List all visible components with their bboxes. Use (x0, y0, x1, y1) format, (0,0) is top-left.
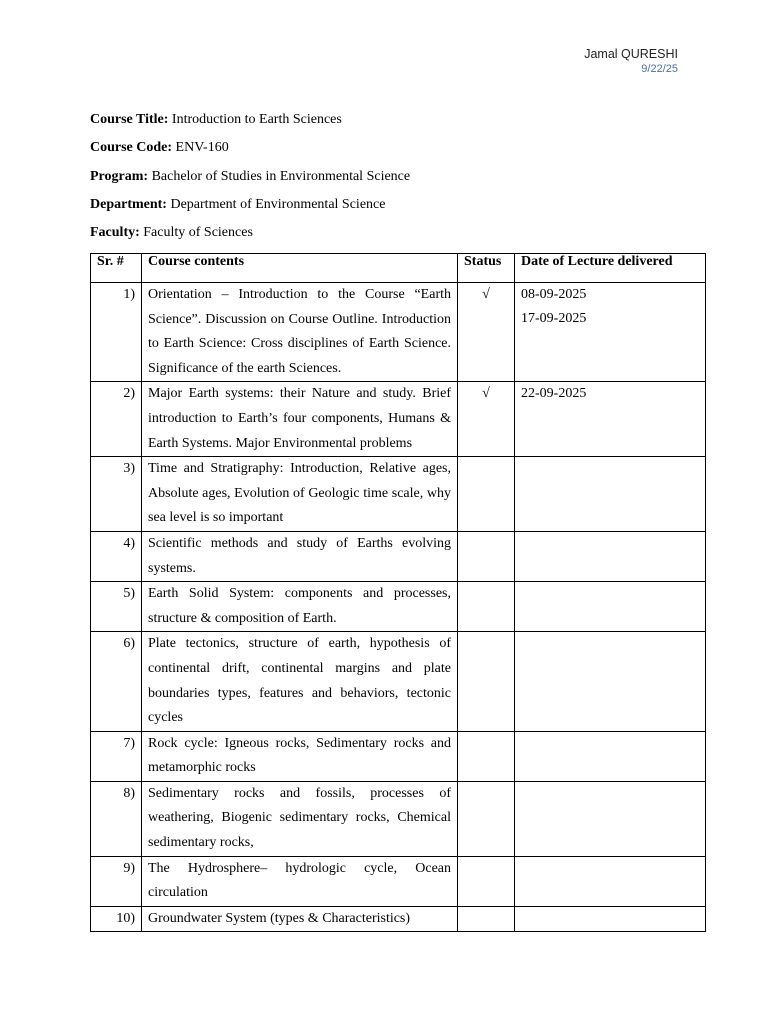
row-dates (515, 457, 706, 532)
row-dates (515, 906, 706, 932)
row-number: 6) (91, 632, 142, 731)
table-row (91, 731, 706, 781)
row-dates (515, 283, 706, 382)
table-row (91, 781, 706, 856)
header-date: 9/22/25 (641, 63, 678, 75)
row-content: Major Earth systems: their Nature and study. Brief introduction to Earth’s four components, Humans & Earth Systems. Major Environmental problems (142, 382, 458, 457)
lecture-date: 08-09-2025 (521, 287, 587, 302)
lecture-date: 22-09-2025 (521, 386, 587, 402)
table-row (91, 283, 706, 382)
row-number: 1) (91, 283, 142, 382)
row-status (458, 457, 515, 532)
row-number: 4) (91, 531, 142, 581)
row-content: Time and Stratigraphy: Introduction, Relative ages, Absolute ages, Evolution of Geologic time scale, why sea level is so important (142, 457, 458, 532)
faculty-line (90, 223, 706, 251)
row-number: 2) (91, 382, 142, 457)
row-status (458, 781, 515, 856)
row-number: 8) (91, 781, 142, 856)
table-row (91, 856, 706, 906)
table-row (91, 382, 706, 457)
row-dates (515, 856, 706, 906)
row-dates (515, 582, 706, 632)
row-status (458, 632, 515, 731)
table-row (91, 632, 706, 731)
course-code-line (90, 138, 706, 166)
row-number: 9) (91, 856, 142, 906)
header-date-delivered: Date of Lecture delivered (515, 254, 706, 283)
row-dates (515, 731, 706, 781)
program-label: Program: (90, 168, 149, 184)
row-status (458, 731, 515, 781)
program-line (90, 167, 706, 195)
document-header (584, 46, 678, 76)
faculty-label: Faculty: (90, 225, 140, 241)
course-code-label: Course Code: (90, 140, 173, 156)
course-code-value: ENV-160 (175, 140, 229, 156)
department-value: Department of Environmental Science (170, 196, 386, 212)
row-content: Groundwater System (types & Characteristics) (142, 906, 458, 932)
course-title-label: Course Title: (90, 112, 169, 127)
lecture-date: 17-09-2025 (521, 311, 587, 326)
row-status (458, 856, 515, 906)
row-number: 7) (91, 731, 142, 781)
row-content: Sedimentary rocks and fossils, processes of weathering, Biogenic sedimentary rocks, Chemical sedimentary rocks, (142, 781, 458, 856)
row-content: Orientation – Introduction to the Course “Earth Science”. Discussion on Course Outline. Introduction to Earth Science: Cross disciplines of Earth Science. Significance of the earth Sciences. (142, 283, 458, 382)
row-status (458, 582, 515, 632)
row-status: √ (458, 283, 515, 382)
row-content: The Hydrosphere– hydrologic cycle, Ocean circulation (142, 856, 458, 906)
row-content: Scientific methods and study of Earths evolving systems. (142, 531, 458, 581)
row-content: Earth Solid System: components and processes, structure & composition of Earth. (142, 582, 458, 632)
table-row (91, 582, 706, 632)
course-info (90, 110, 706, 251)
row-dates (515, 632, 706, 731)
row-number: 3) (91, 457, 142, 532)
row-content: Plate tectonics, structure of earth, hypothesis of continental drift, continental margins and plate boundaries types, features and behaviors, tectonic cycles (142, 632, 458, 731)
row-dates (515, 382, 706, 457)
table-row (91, 531, 706, 581)
program-value: Bachelor of Studies in Environmental Science (151, 168, 411, 184)
header-contents: Course contents (142, 254, 458, 283)
course-title-value: Introduction to Earth Sciences (171, 112, 342, 127)
row-status (458, 531, 515, 581)
department-label: Department: (90, 196, 167, 212)
row-number: 5) (91, 582, 142, 632)
row-status: √ (458, 382, 515, 457)
table-header-row (91, 254, 706, 283)
table-row (91, 457, 706, 532)
table-row (91, 906, 706, 932)
row-number: 10) (91, 906, 142, 932)
department-line (90, 195, 706, 223)
header-status: Status (458, 254, 515, 283)
row-status (458, 906, 515, 932)
course-title-line (90, 110, 706, 138)
row-content: Rock cycle: Igneous rocks, Sedimentary rocks and metamorphic rocks (142, 731, 458, 781)
course-contents-table (90, 253, 706, 932)
row-dates (515, 781, 706, 856)
row-dates (515, 531, 706, 581)
faculty-value: Faculty of Sciences (143, 225, 253, 241)
header-sr: Sr. # (91, 254, 142, 283)
author-name: Jamal QURESHI (584, 47, 678, 61)
